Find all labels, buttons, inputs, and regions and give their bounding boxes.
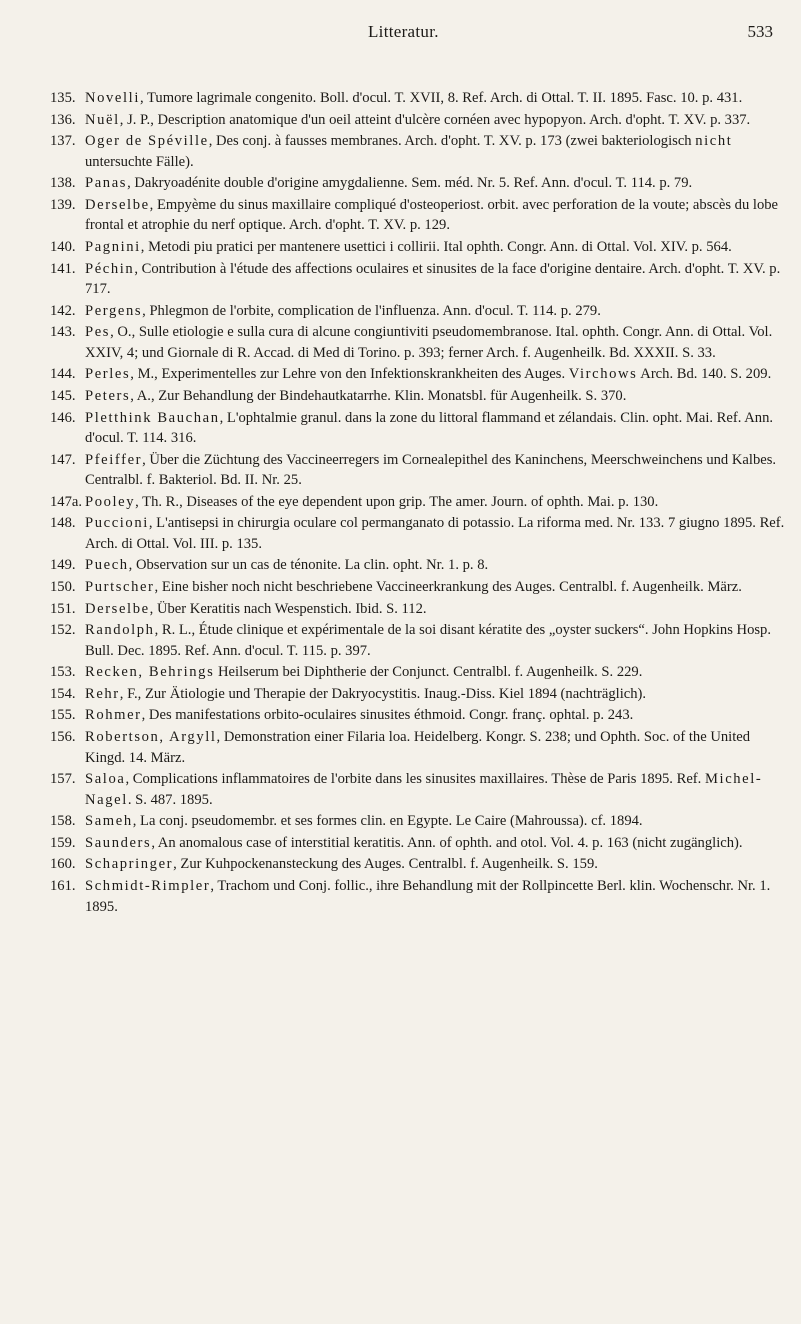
entry-number: 148. [50, 515, 76, 532]
entry-author: Novelli [85, 90, 140, 106]
bibliography-entry [50, 492, 785, 513]
bibliography-entry [50, 662, 785, 683]
entry-author: Pergens [85, 302, 143, 319]
entry-number: 136. [50, 111, 76, 128]
entry-citation: , L'ophtalmie granul. dans la zone du littoral flammand et zélandais. Clin. opht. Mai. Ref. Ann. d'ocul. T. 114. 316. [85, 409, 774, 447]
entry-author: Pes [85, 324, 111, 341]
bibliography-entry [50, 555, 785, 576]
entry-author: Recken, Behrings [85, 664, 215, 681]
entry-author: Puccioni [85, 515, 149, 532]
entry-citation: , Observation sur un cas de ténonite. La clin. opht. Nr. 1. p. 8. [128, 557, 489, 574]
bibliography-entry [50, 88, 785, 109]
entry-number: 142. [50, 302, 76, 319]
entry-number: 135. [50, 90, 76, 106]
entry-citation: , R. L., Étude clinique et expérimentale de la soi disant kératite des „oyster suckers“. John Hopkins Hosp. Bull. Dec. 1895. Ref. Ann. d'ocul. T. 115. p. 397. [85, 622, 771, 659]
entry-number: 147a. [50, 493, 83, 510]
entry-author: Saunders [85, 834, 152, 851]
entry-citation: , Phlegmon de l'orbite, complication de l'influenza. Ann. d'ocul. T. 114. p. 279. [142, 302, 601, 319]
entry-author: Peters [85, 387, 131, 404]
bibliography-entry [50, 727, 785, 768]
entry-number: 137. [50, 133, 76, 150]
entry-number: 147. [50, 451, 76, 468]
entry-citation: , Empyème du sinus maxillaire compliqué d'osteoperiost. orbit. avec perforation de la voute; abscès du lobe frontal et atrophie du nerf optique. Arch. d'opht. T. XV. p. 129. [85, 196, 779, 234]
entry-number: 158. [50, 813, 76, 830]
bibliography-entry [50, 173, 785, 194]
entry-number: 157. [50, 771, 76, 788]
entry-number: 154. [50, 685, 76, 702]
entry-citation: , O., Sulle etiologie e sulla cura di alcune congiuntiviti pseudomembranose. Ital. ophth. Congr. Ann. di Ottal. Vol. XXIV, 4; und Giornale di R. Accad. di Med di Torino. p. 393; ferner Arch. f. Augenheilk. Bd. XXXII. S. 33. [85, 324, 773, 361]
entry-spaced-name: nicht [695, 133, 733, 150]
entry-citation: , Eine bisher noch nicht beschriebene Vaccineerkrankung des Auges. Centralbl. f. Augenheilk. März. [154, 579, 742, 595]
entry-citation: , J. P., Description anatomique d'un oeil atteint d'ulcère cornéen avec hypopyon. Arch. d'opht. T. XV. p. 337. [119, 111, 751, 128]
entry-citation: , Des conj. à fausses membranes. Arch. d'opht. T. XV. p. 173 (zwei bakteriologisch [208, 133, 696, 150]
page-number: 533 [747, 22, 773, 41]
entry-spaced-name: Virchows [568, 366, 638, 383]
bibliography-list [50, 88, 785, 918]
entry-author: Purtscher [85, 579, 155, 595]
bibliography-entry [50, 301, 785, 322]
entry-citation: , Des manifestations orbito-oculaires sinusites éthmoid. Congr. franç. ophtal. p. 243. [141, 707, 634, 724]
entry-author: Perles [85, 366, 131, 383]
entry-citation: , La conj. pseudomembr. et ses formes clin. en Egypte. Le Caire (Mahroussa). cf. 1894. [132, 813, 643, 830]
entry-number: 143. [50, 324, 76, 341]
entry-citation: , Contribution à l'étude des affections oculaires et sinusites de la face d'origine dentaire. Arch. d'opht. T. XV. p. 717. [85, 260, 781, 298]
bibliography-entry [50, 322, 785, 363]
entry-author: Péchin [85, 260, 135, 277]
entry-number: 141. [50, 260, 76, 277]
bibliography-entry [50, 684, 785, 705]
entry-author: Robertson, Argyll [85, 729, 217, 746]
bibliography-entry [50, 876, 785, 917]
entry-number: 139. [50, 196, 76, 213]
entry-citation: , F., Zur Ätiologie und Therapie der Dakryocystitis. Inaug.-Diss. Kiel 1894 (nachträglich). [119, 685, 647, 702]
entry-citation: , M., Experimentelles zur Lehre von den Infektionskrankheiten des Auges. [130, 366, 569, 383]
bibliography-entry [50, 259, 785, 300]
entry-author: Saloa [85, 771, 126, 788]
entry-citation-tail: . S. 487. 1895. [127, 791, 213, 808]
running-title: Litteratur. [368, 22, 439, 41]
bibliography-entry [50, 705, 785, 726]
bibliography-entry [50, 237, 785, 258]
entry-citation-tail: Arch. Bd. 140. S. 209. [637, 366, 772, 383]
entry-author: Pooley [85, 493, 136, 510]
entry-number: 160. [50, 856, 76, 873]
entry-number: 145. [50, 387, 76, 404]
bibliography-entry [50, 364, 785, 385]
entry-number: 150. [50, 579, 76, 595]
entry-author: Rohmer [85, 707, 142, 724]
entry-author: Pfeiffer [85, 451, 143, 468]
entry-author: Schmidt-Rimpler [85, 878, 211, 895]
entry-author: Panas [85, 175, 128, 192]
bibliography-entry [50, 854, 785, 875]
entry-author: Nuël [85, 111, 120, 128]
entry-author: Schapringer [85, 856, 174, 873]
entry-citation: , L'antisepsi in chirurgia oculare col permanganato di potassio. La riforma med. Nr. 133. 7 giugno 1895. Ref. Arch. di Ottal. Vol. III. p. 135. [85, 515, 785, 552]
entry-citation: Heilserum bei Diphtherie der Conjunct. Centralbl. f. Augenheilk. S. 229. [214, 664, 643, 681]
entry-author: Randolph [85, 622, 155, 639]
bibliography-entry [50, 577, 785, 598]
entry-citation: , Trachom und Conj. follic., ihre Behandlung mit der Rollpincette Berl. klin. Wochenschr. Nr. 1. 1895. [85, 878, 771, 915]
entry-number: 144. [50, 366, 76, 383]
bibliography-entry [50, 450, 785, 491]
bibliography-entry [50, 408, 785, 449]
entry-number: 151. [50, 600, 76, 617]
bibliography-entry [50, 131, 785, 172]
entry-number: 159. [50, 834, 76, 851]
entry-number: 138. [50, 175, 76, 192]
bibliography-entry [50, 620, 785, 661]
entry-spaced-name: Michel-Nagel [85, 771, 763, 808]
entry-citation: , Th. R., Diseases of the eye dependent upon grip. The amer. Journ. of ophth. Mai. p. 130. [135, 493, 659, 510]
entry-author: Derselbe [85, 196, 150, 213]
entry-citation: , Demonstration einer Filaria loa. Heidelberg. Kongr. S. 238; und Ophth. Soc. of the United Kingd. 14. März. [85, 729, 751, 766]
entry-number: 156. [50, 729, 76, 746]
entry-number: 153. [50, 664, 76, 681]
entry-number: 155. [50, 707, 76, 724]
bibliography-entry [50, 386, 785, 407]
entry-author: Rehr [85, 685, 120, 702]
entry-citation-tail: untersuchte Fälle). [85, 153, 194, 170]
entry-citation: , Complications inflammatoires de l'orbite dans les sinusites maxillaires. Thèse de Paris 1895. Ref. [125, 771, 705, 788]
entry-citation: , Zur Kuhpockenansteckung des Auges. Centralbl. f. Augenheilk. S. 159. [173, 856, 598, 873]
entry-citation: , Tumore lagrimale congenito. Boll. d'ocul. T. XVII, 8. Ref. Arch. di Ottal. T. II. 1895. Fasc. 10. p. 431. [139, 90, 743, 106]
bibliography-entry [50, 110, 785, 131]
entry-number: 140. [50, 238, 76, 255]
entry-number: 149. [50, 557, 76, 574]
bibliography-entry [50, 513, 785, 554]
entry-number: 146. [50, 409, 76, 426]
bibliography-entry [50, 833, 785, 854]
entry-citation: , Dakryoadénite double d'origine amygdalienne. Sem. méd. Nr. 5. Ref. Ann. d'ocul. T. 114. p. 79. [127, 175, 693, 192]
entry-author: Pletthink Bauchan [85, 409, 220, 426]
entry-author: Sameh [85, 813, 133, 830]
entry-citation: , Über die Züchtung des Vaccineerregers im Cornealepithel des Kaninchens, Meerschweinchens und Kalbes. Centralbl. f. Bakteriol. Bd. II. Nr. 25. [85, 451, 777, 489]
bibliography-entry [50, 599, 785, 620]
entry-number: 152. [50, 622, 76, 639]
bibliography-entry [50, 195, 785, 236]
bibliography-entry [50, 769, 785, 810]
entry-citation: , A., Zur Behandlung der Bindehautkatarrhe. Klin. Monatsbl. für Augenheilk. S. 370. [130, 387, 627, 404]
bibliography-entry [50, 811, 785, 832]
entry-author: Puech [85, 557, 129, 574]
entry-author: Derselbe [85, 600, 150, 617]
entry-author: Oger de Spéville [85, 133, 209, 150]
entry-citation: , An anomalous case of interstitial keratitis. Ann. of ophth. and otol. Vol. 4. p. 163 (nicht zugänglich). [151, 834, 743, 851]
entry-citation: , Über Keratitis nach Wespenstich. Ibid. S. 112. [149, 600, 427, 617]
entry-number: 161. [50, 878, 76, 895]
entry-citation: , Metodi piu pratici per mantenere usettici i collirii. Ital ophth. Congr. Ann. di Ottal. Vol. XIV. p. 564. [140, 238, 732, 255]
entry-author: Pagnini [85, 238, 141, 255]
